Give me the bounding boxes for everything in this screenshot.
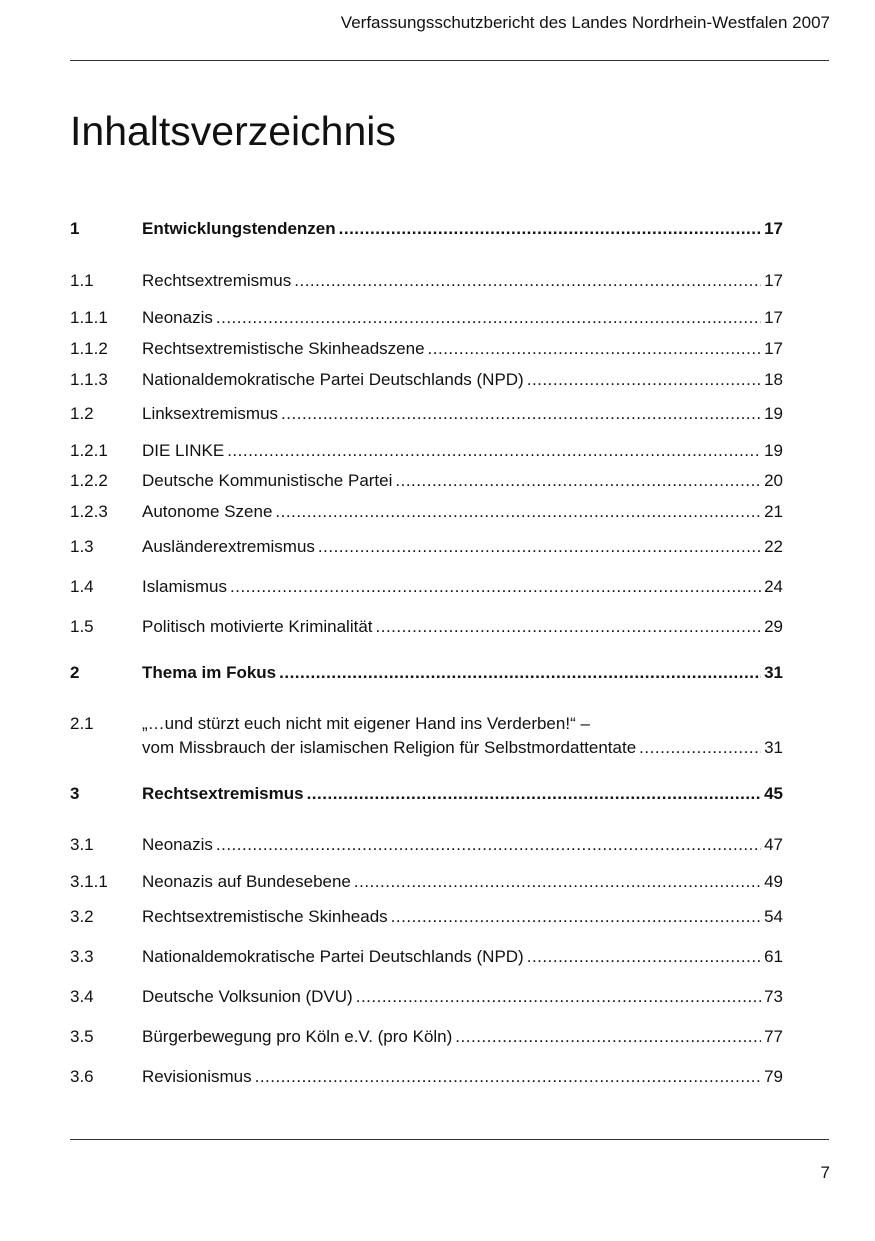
leader-dots	[376, 615, 762, 639]
leader-dots	[339, 217, 761, 241]
toc-number: 1.5	[70, 617, 94, 636]
toc-number: 1.4	[70, 577, 94, 596]
toc-page: 31	[764, 738, 783, 757]
leader-dots	[275, 500, 761, 524]
toc-title: Thema im Fokus	[142, 663, 277, 682]
running-header: Verfassungsschutzbericht des Landes Nordrhein-Westfalen 2007	[340, 13, 830, 32]
toc-entry-1-5	[70, 615, 783, 639]
toc-entry-3-6	[70, 1065, 783, 1089]
leader-dots	[318, 535, 761, 559]
toc-title: Rechtsextremistische Skinheadszene	[142, 339, 425, 358]
toc-number: 1.2.1	[70, 441, 108, 460]
leader-dots	[216, 306, 761, 330]
toc-number: 3	[70, 784, 80, 803]
toc-title: Linksextremismus	[142, 404, 279, 423]
toc-entry-1-1-3	[70, 368, 783, 392]
toc-entry-3-2	[70, 905, 783, 929]
toc-entry-3-1-1	[70, 870, 783, 894]
leader-dots	[428, 337, 762, 361]
toc-page: 49	[764, 872, 783, 891]
toc-entry-1-2	[70, 402, 783, 426]
leader-dots	[294, 269, 761, 293]
toc-entry-1-1-2	[70, 337, 783, 361]
toc-title: Politisch motivierte Kriminalität	[142, 617, 373, 636]
toc-page: 54	[764, 907, 783, 926]
page-title: Inhaltsverzeichnis	[70, 108, 396, 154]
toc-title: Entwicklungstendenzen	[142, 219, 336, 238]
toc-page: 79	[764, 1067, 783, 1086]
toc-title: Deutsche Volksunion (DVU)	[142, 987, 353, 1006]
toc-entry-3-5	[70, 1025, 783, 1049]
toc-title: Revisionismus	[142, 1067, 252, 1086]
page-number: 7	[820, 1163, 830, 1182]
toc-entry-2-1	[70, 712, 783, 760]
toc-entry-1-3	[70, 535, 783, 559]
toc-entry-1-4	[70, 575, 783, 599]
toc-page: 61	[764, 947, 783, 966]
leader-dots	[281, 402, 761, 426]
toc-number: 1.3	[70, 537, 94, 556]
toc-number: 1.1.3	[70, 370, 108, 389]
toc-page: 29	[764, 617, 783, 636]
toc-page: 20	[764, 471, 783, 490]
toc-entry-3-1	[70, 833, 783, 857]
leader-dots	[356, 985, 761, 1009]
toc-title: Neonazis auf Bundesebene	[142, 872, 351, 891]
toc-page: 17	[764, 271, 783, 290]
leader-dots	[230, 575, 761, 599]
toc-entry-1	[70, 217, 783, 241]
toc-page: 18	[764, 370, 783, 389]
toc-page: 17	[764, 339, 783, 358]
toc-title: Deutsche Kommunistische Partei	[142, 471, 393, 490]
toc-number: 1.2.3	[70, 502, 108, 521]
toc-title: Autonome Szene	[142, 502, 273, 521]
toc-number: 2	[70, 663, 80, 682]
toc-number: 2.1	[70, 714, 94, 733]
toc-entry-1-2-1	[70, 439, 783, 463]
toc-number: 1.1.2	[70, 339, 108, 358]
leader-dots	[639, 736, 761, 760]
toc-number: 1.2	[70, 404, 94, 423]
leader-dots	[216, 833, 761, 857]
toc-page: 19	[764, 441, 783, 460]
toc-entry-3	[70, 782, 783, 806]
toc-number: 3.6	[70, 1067, 94, 1086]
toc-number: 1	[70, 219, 80, 238]
toc-title: Nationaldemokratische Partei Deutschlands (NPD)	[142, 947, 524, 966]
toc-title: DIE LINKE	[142, 441, 225, 460]
leader-dots	[227, 439, 761, 463]
toc-page: 22	[764, 537, 783, 556]
toc-number: 1.1	[70, 271, 94, 290]
leader-dots	[391, 905, 761, 929]
toc-title: Neonazis	[142, 835, 213, 854]
toc-entry-1-1-1	[70, 306, 783, 330]
toc-title: Bürgerbewegung pro Köln e.V. (pro Köln)	[142, 1027, 453, 1046]
toc-title: Rechtsextremismus	[142, 784, 304, 803]
toc-title: Nationaldemokratische Partei Deutschlands (NPD)	[142, 370, 524, 389]
leader-dots	[354, 870, 761, 894]
toc-page: 21	[764, 502, 783, 521]
toc-page: 73	[764, 987, 783, 1006]
toc-number: 3.1	[70, 835, 94, 854]
toc-page: 19	[764, 404, 783, 423]
toc-number: 3.5	[70, 1027, 94, 1046]
toc-number: 3.1.1	[70, 872, 108, 891]
header-divider	[70, 60, 829, 61]
toc-page: 17	[764, 219, 783, 238]
toc-page: 77	[764, 1027, 783, 1046]
toc-title: Neonazis	[142, 308, 213, 327]
leader-dots	[307, 782, 762, 806]
toc-entry-2	[70, 661, 783, 685]
toc-page: 47	[764, 835, 783, 854]
toc-entry-1-2-3	[70, 500, 783, 524]
toc-page: 45	[764, 784, 783, 803]
toc-number: 3.3	[70, 947, 94, 966]
toc-entry-1-1	[70, 269, 783, 293]
toc-title-line1: „…und stürzt euch nicht mit eigener Hand ins Verderben!“ –	[142, 714, 590, 733]
leader-dots	[395, 469, 761, 493]
toc-title-line2: vom Missbrauch der islamischen Religion für Selbstmordattentate	[142, 738, 637, 757]
leader-dots	[527, 368, 761, 392]
toc-number: 3.4	[70, 987, 94, 1006]
toc-title: Islamismus	[142, 577, 228, 596]
toc-title: Rechtsextremistische Skinheads	[142, 907, 388, 926]
toc-number: 1.2.2	[70, 471, 108, 490]
leader-dots	[455, 1025, 761, 1049]
leader-dots	[255, 1065, 761, 1089]
footer-divider	[70, 1139, 829, 1140]
leader-dots	[279, 661, 761, 685]
toc-entry-3-3	[70, 945, 783, 969]
toc-entry-1-2-2	[70, 469, 783, 493]
toc-page: 17	[764, 308, 783, 327]
toc-number: 1.1.1	[70, 308, 108, 327]
toc-page: 31	[764, 663, 783, 682]
toc-title: Ausländerextremismus	[142, 537, 315, 556]
toc-entry-3-4	[70, 985, 783, 1009]
toc-title: Rechtsextremismus	[142, 271, 292, 290]
toc-number: 3.2	[70, 907, 94, 926]
toc-page: 24	[764, 577, 783, 596]
leader-dots	[527, 945, 761, 969]
